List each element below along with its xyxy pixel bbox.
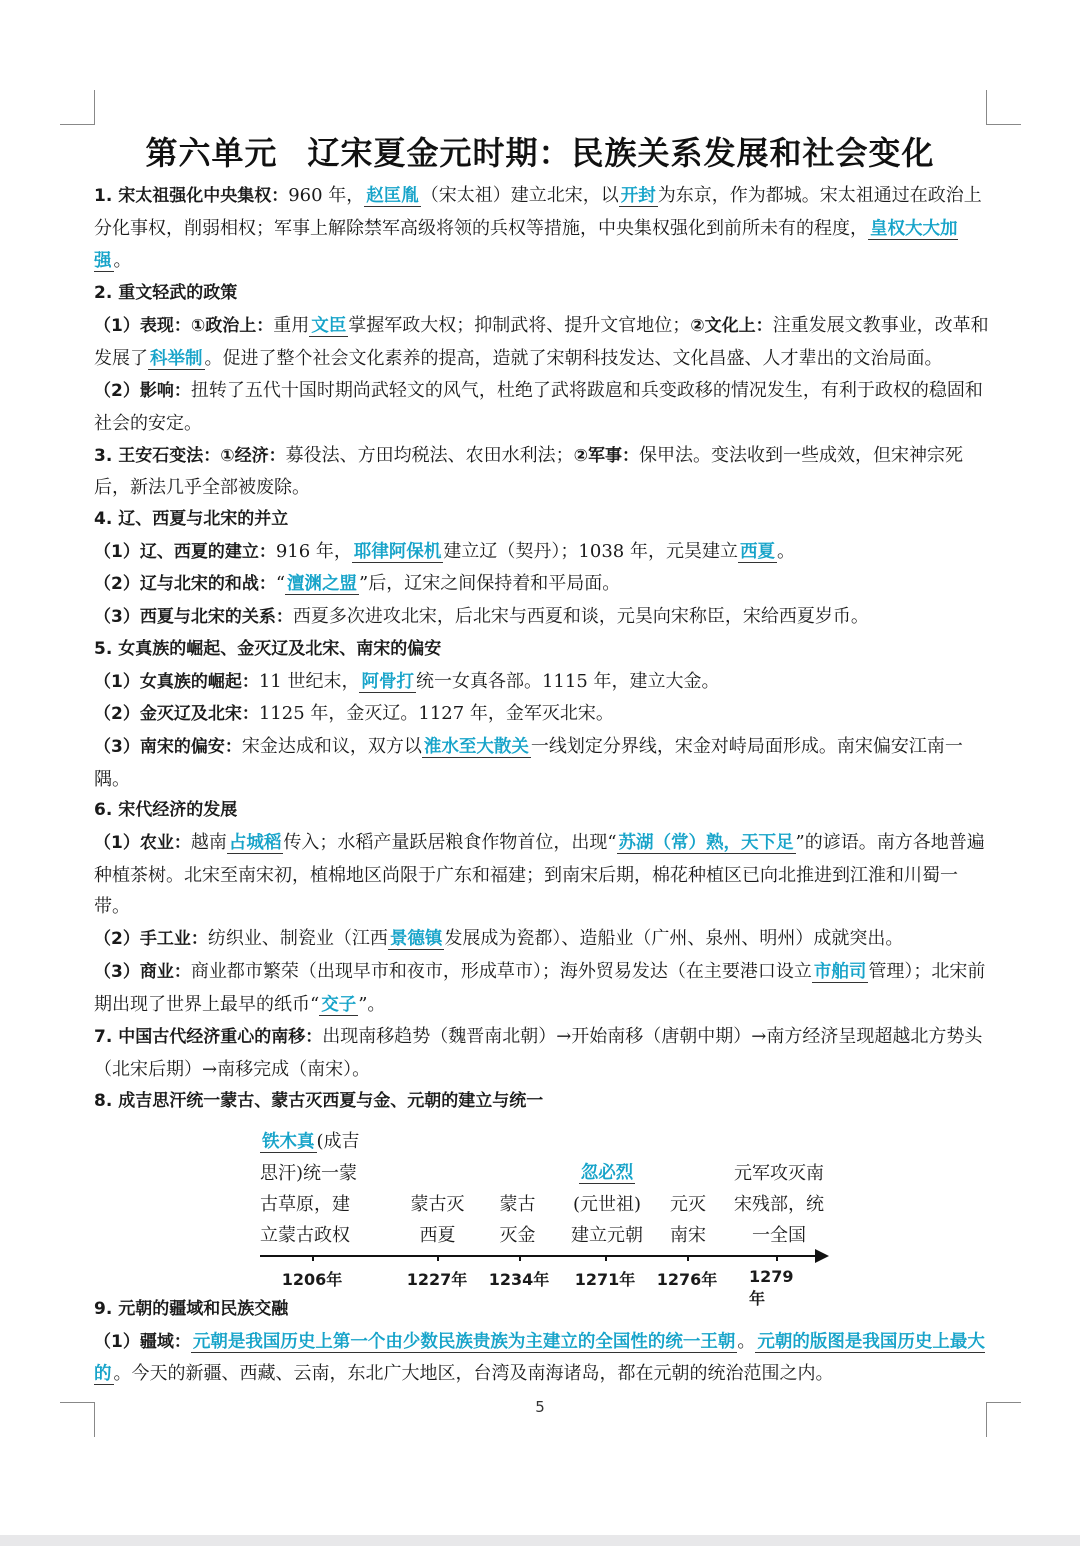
section-heading: 1. 宋太祖强化中央集权：: [94, 186, 289, 206]
text: 扭转了五代十国时期尚武轻文的风气，杜绝了武将跋扈和兵变政移的情况发生，有利于政权的稳固和社会的安定。: [94, 380, 983, 434]
text: ”后，辽宋之间保持着和平局面。: [359, 573, 621, 595]
text: 保甲法。变法收到一些成效，但宋神宗死后，新法几乎全部被废除。: [94, 444, 964, 499]
keyword: 文臣: [311, 315, 347, 336]
section-heading: 2. 重文轻武的政策: [94, 283, 238, 304]
keyword: 开封: [620, 186, 656, 206]
page-title: [60, 128, 1020, 174]
keyword: 淮水至大散关: [423, 736, 529, 757]
subheading: （3）商业：: [94, 961, 191, 982]
event-text: (成吉: [316, 1131, 360, 1152]
text: “: [275, 573, 286, 595]
keyword: 元朝是我国历史上第一个由少数民族贵族为主建立的全国性的统一王朝: [192, 1331, 736, 1352]
keyword: 皇权大大加强: [94, 218, 958, 272]
keyword: 铁木真: [262, 1132, 315, 1152]
keyword: 耶律阿保机: [353, 541, 442, 562]
keyword: 苏湖（常）熟，天下足: [618, 833, 794, 854]
document-body: [94, 180, 990, 1117]
unit-label: 第六单元: [145, 134, 278, 172]
event-text: 古草原，建: [260, 1194, 350, 1215]
keyword: 科举制: [150, 348, 203, 369]
subheading: （1）表现：: [94, 315, 191, 336]
subheading: （1）疆域：: [94, 1331, 191, 1352]
event-text: (元世祖): [572, 1194, 642, 1215]
text: 注重发展文教事业，改革和发展了: [94, 314, 989, 369]
subheading: （2）影响：: [94, 381, 191, 402]
axis-tick: [776, 1255, 778, 1261]
keyword: 元朝的版图是我国历史上最大的: [94, 1331, 985, 1385]
subheading: （3）南宋的偏安：: [94, 736, 242, 757]
year-label: 1276年: [656, 1270, 718, 1289]
subheading: ①经济：: [220, 445, 286, 466]
paragraph: [94, 698, 990, 731]
keyword: 景德镇: [389, 929, 443, 950]
section-heading: 6. 宋代经济的发展: [94, 800, 238, 821]
subheading: ①政治上：: [190, 315, 274, 336]
section-heading: 7. 中国古代经济重心的南移：: [94, 1027, 323, 1048]
text: 960 年，: [288, 185, 365, 206]
section-1: [94, 180, 990, 278]
paragraph: [94, 601, 990, 634]
timeline-event: [260, 1126, 360, 1251]
subheading: （2）金灭辽及北宋：: [94, 704, 259, 725]
event-text: 灭金: [499, 1225, 536, 1246]
text: 重用: [273, 314, 310, 336]
crop-mark-top-left: [60, 90, 95, 125]
text: 统一女真各部。1115 年，建立大金。: [415, 670, 720, 692]
text: 传入；水稻产量跃居粮食作物首位，出现“: [283, 832, 617, 854]
axis-tick: [605, 1255, 607, 1261]
paragraph: [94, 375, 990, 439]
keyword: 澶渊之盟: [287, 574, 358, 595]
unit-name: 辽宋夏金元时期：民族关系发展和社会变化: [307, 134, 935, 172]
axis-tick: [519, 1255, 521, 1261]
keyword: 赵匡胤: [366, 186, 419, 206]
text: 916 年，: [275, 540, 352, 562]
text: 。: [776, 540, 795, 562]
subheading: （2）手工业：: [94, 929, 208, 950]
text: 募役法、方田均税法、农田水利法；: [285, 444, 574, 466]
keyword: 阿骨打: [361, 671, 414, 692]
event-text: 南宋: [670, 1225, 706, 1246]
subheading: （1）农业：: [94, 833, 191, 854]
text: 宋金达成和议，双方以: [241, 735, 422, 757]
section-3: [94, 440, 990, 504]
text: 。今天的新疆、西藏、云南，东北广大地区，台湾及南海诸岛，都在元朝的统治范围之内。: [113, 1363, 834, 1385]
subheading: ②文化上：: [690, 315, 773, 336]
section-7: [94, 1021, 990, 1085]
event-text: 一全国: [752, 1225, 806, 1246]
text: 。促进了整个社会文化素养的提高，造就了宋朝科技发达、文化昌盛、人才辈出的文治局面。: [204, 347, 943, 369]
yuan-timeline: [250, 1131, 830, 1308]
keyword: 交子: [321, 994, 357, 1015]
section-heading: 3. 王安石变法：: [94, 445, 221, 466]
page-number: 5: [535, 1398, 545, 1416]
keyword: 市舶司: [813, 961, 867, 982]
subheading: （3）西夏与北宋的关系：: [94, 607, 293, 628]
event-text: 元灭: [670, 1194, 706, 1215]
paragraph: [94, 923, 990, 956]
text: 建立辽（契丹）；1038 年，元昊建立: [443, 540, 738, 562]
paragraph: [94, 827, 990, 923]
text: 发展成为瓷都）、造船业（广州、泉州、明州）成就突出。: [444, 928, 904, 950]
text: 。: [737, 1330, 756, 1352]
paragraph: [94, 666, 990, 699]
paragraph: [94, 1326, 990, 1391]
year-label: 1234年: [488, 1270, 550, 1289]
event-text: 西夏: [419, 1225, 456, 1246]
arrow-right-icon: [815, 1249, 829, 1263]
text: 出现南移趋势（魏晋南北朝）→开始南移（唐朝中期）→南方经济呈现超越北方势头（北宋后期）→南移完成（南宋）。: [94, 1026, 983, 1080]
text: 为东京，作为都城。宋太祖通过在政治上分化事权，削弱相权；军事上解除禁军高级将领的兵权等措施，中央集权强化到前所未有的程度，: [94, 185, 982, 239]
text: 纺织业、制瓷业（江西: [207, 928, 388, 950]
keyword: 西夏: [739, 541, 775, 562]
text: 11 世纪末，: [258, 670, 360, 692]
event-text: 蒙古: [499, 1194, 536, 1215]
timeline-event: [405, 1189, 470, 1251]
text: 。: [113, 250, 132, 272]
text: 1125 年，金灭辽。1127 年，金军灭北宋。: [258, 703, 614, 725]
axis-tick: [437, 1255, 439, 1261]
text: 越南: [190, 832, 227, 854]
axis-tick: [312, 1255, 314, 1261]
event-text: 元军攻灭南: [734, 1163, 824, 1184]
section-heading: 9. 元朝的疆域和民族交融: [94, 1299, 289, 1319]
year-label: 1206年: [281, 1270, 343, 1289]
keyword: 占城稻: [228, 833, 282, 854]
subheading: （1）辽、西夏的建立：: [94, 541, 276, 562]
subheading: （1）女真族的崛起：: [94, 671, 259, 692]
paragraph: [94, 568, 990, 601]
year-label: 1279年: [749, 1267, 794, 1308]
timeline-event: [663, 1189, 713, 1251]
text: 掌握军政大权；抑制武将、提升文官地位；: [348, 314, 691, 336]
section-heading: 5. 女真族的崛起、金灭辽及北宋、南宋的偏安: [94, 638, 442, 659]
timeline-event: [562, 1157, 652, 1251]
paragraph: [94, 731, 990, 795]
subheading: （2）辽与北宋的和战：: [94, 574, 276, 595]
timeline-event: [495, 1189, 540, 1251]
subheading: ②军事：: [573, 445, 640, 466]
paragraph: [94, 536, 990, 569]
section-heading: 4. 辽、西夏与北宋的并立: [94, 509, 289, 530]
text: ”。: [358, 993, 386, 1015]
text: 商业都市繁荣（出现早市和夜市，形成草市）；海外贸易发达（在主要港口设立: [190, 960, 812, 982]
bottom-bar: [0, 1535, 1080, 1546]
section-heading: 8. 成吉思汗统一蒙古、蒙古灭西夏与金、元朝的建立与统一: [94, 1090, 544, 1111]
event-text: 宋残部，统: [734, 1194, 824, 1215]
year-label: 1271年: [574, 1270, 636, 1289]
paragraph: [94, 310, 990, 375]
timeline-axis: [260, 1255, 820, 1257]
event-text: 立蒙古政权: [260, 1225, 350, 1246]
event-text: 蒙古灭: [410, 1194, 465, 1215]
text: （宋太祖）建立北宋，以: [420, 185, 619, 206]
text: 一线划定分界线，宋金对峙局面形成。南宋偏安江南一隅。: [94, 735, 963, 790]
event-text: 建立元朝: [571, 1225, 643, 1246]
text: ”的谚语。南方各地普遍种植茶树。北宋至南宋初，植棉地区尚限于广东和福建；到南宋后期，棉花种植区已向北推进到江淮和川蜀一带。: [94, 832, 985, 918]
text: 西夏多次进攻北宋，后北宋与西夏和谈，元昊向宋称臣，宋给西夏岁币。: [292, 606, 869, 628]
paragraph: [94, 956, 990, 1021]
document-body-continued: [94, 1294, 990, 1391]
event-text: 思汗)统一蒙: [260, 1163, 358, 1184]
crop-mark-top-right: [986, 90, 1021, 125]
timeline-event: [724, 1158, 834, 1251]
text: 管理）；北宋前期出现了世界上最早的纸币“: [94, 960, 986, 1015]
axis-tick: [687, 1255, 689, 1261]
year-label: 1227年: [406, 1270, 468, 1289]
keyword: 忽必烈: [580, 1163, 634, 1183]
